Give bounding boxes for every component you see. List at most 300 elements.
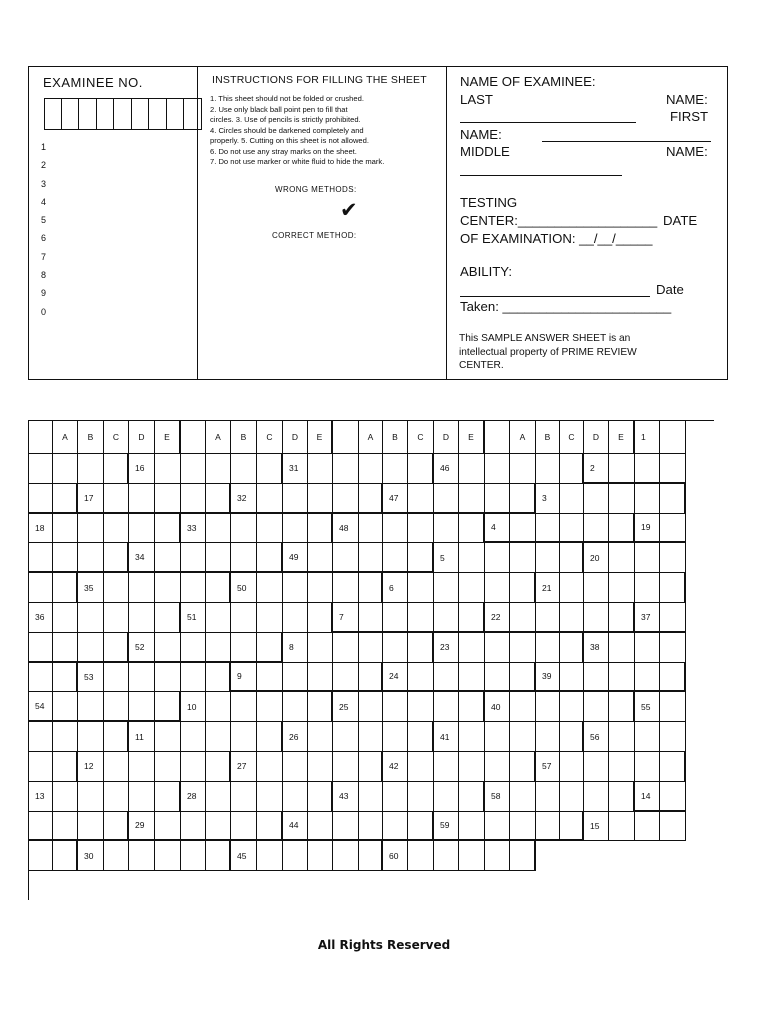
answer-bubble[interactable] bbox=[308, 543, 333, 573]
answer-bubble[interactable] bbox=[257, 692, 283, 722]
answer-bubble[interactable] bbox=[53, 633, 78, 663]
answer-bubble[interactable] bbox=[536, 633, 560, 663]
answer-bubble[interactable] bbox=[383, 633, 408, 663]
answer-bubble[interactable] bbox=[231, 722, 257, 752]
answer-bubble[interactable] bbox=[333, 841, 359, 871]
answer-bubble[interactable] bbox=[434, 484, 459, 514]
answer-bubble[interactable] bbox=[78, 603, 104, 633]
answer-bubble[interactable] bbox=[510, 603, 536, 633]
answer-bubble[interactable] bbox=[408, 692, 434, 722]
answer-bubble[interactable] bbox=[635, 752, 660, 782]
answer-bubble[interactable] bbox=[510, 663, 536, 693]
answer-bubble[interactable] bbox=[609, 722, 635, 752]
answer-bubble[interactable] bbox=[383, 692, 408, 722]
answer-bubble[interactable] bbox=[206, 782, 231, 812]
answer-bubble[interactable] bbox=[560, 543, 584, 573]
answer-bubble[interactable] bbox=[510, 752, 536, 782]
answer-bubble[interactable] bbox=[609, 484, 635, 514]
answer-bubble[interactable] bbox=[53, 573, 78, 603]
answer-bubble[interactable] bbox=[29, 573, 53, 603]
answer-bubble[interactable] bbox=[510, 812, 536, 842]
answer-bubble[interactable] bbox=[155, 782, 181, 812]
answer-bubble[interactable] bbox=[359, 514, 383, 544]
answer-bubble[interactable] bbox=[29, 633, 53, 663]
answer-bubble[interactable] bbox=[584, 663, 609, 693]
answer-bubble[interactable] bbox=[459, 722, 485, 752]
answer-bubble[interactable] bbox=[359, 722, 383, 752]
answer-bubble[interactable] bbox=[181, 633, 206, 663]
answer-bubble[interactable] bbox=[434, 782, 459, 812]
answer-bubble[interactable] bbox=[78, 633, 104, 663]
answer-bubble[interactable] bbox=[308, 603, 333, 633]
answer-bubble[interactable] bbox=[660, 782, 686, 812]
answer-bubble[interactable] bbox=[181, 841, 206, 871]
answer-bubble[interactable] bbox=[459, 454, 485, 484]
answer-bubble[interactable] bbox=[155, 543, 181, 573]
answer-bubble[interactable] bbox=[609, 812, 635, 842]
answer-bubble[interactable] bbox=[359, 573, 383, 603]
answer-bubble[interactable] bbox=[434, 841, 459, 871]
answer-bubble[interactable] bbox=[333, 812, 359, 842]
answer-bubble[interactable] bbox=[155, 663, 181, 693]
answer-bubble[interactable] bbox=[408, 454, 434, 484]
answer-bubble[interactable] bbox=[584, 752, 609, 782]
answer-bubble[interactable] bbox=[53, 663, 78, 693]
answer-bubble[interactable] bbox=[155, 633, 181, 663]
answer-bubble[interactable] bbox=[459, 603, 485, 633]
answer-bubble[interactable] bbox=[485, 573, 510, 603]
answer-bubble[interactable] bbox=[78, 782, 104, 812]
answer-bubble[interactable] bbox=[408, 543, 434, 573]
digit-box[interactable] bbox=[45, 99, 62, 129]
answer-bubble[interactable] bbox=[485, 722, 510, 752]
answer-bubble[interactable] bbox=[560, 692, 584, 722]
answer-bubble[interactable] bbox=[104, 752, 129, 782]
answer-bubble[interactable] bbox=[283, 514, 308, 544]
answer-bubble[interactable] bbox=[308, 722, 333, 752]
digit-box[interactable] bbox=[132, 99, 149, 129]
answer-bubble[interactable] bbox=[609, 514, 635, 544]
answer-bubble[interactable] bbox=[359, 543, 383, 573]
answer-bubble[interactable] bbox=[333, 663, 359, 693]
answer-bubble[interactable] bbox=[609, 633, 635, 663]
answer-bubble[interactable] bbox=[485, 454, 510, 484]
answer-bubble[interactable] bbox=[536, 812, 560, 842]
answer-bubble[interactable] bbox=[257, 752, 283, 782]
answer-bubble[interactable] bbox=[383, 812, 408, 842]
answer-bubble[interactable] bbox=[609, 692, 635, 722]
answer-bubble[interactable] bbox=[53, 454, 78, 484]
answer-bubble[interactable] bbox=[283, 752, 308, 782]
date-of-examination-field[interactable]: OF EXAMINATION: __/__/_____ bbox=[460, 231, 653, 246]
answer-bubble[interactable] bbox=[257, 514, 283, 544]
answer-bubble[interactable] bbox=[359, 752, 383, 782]
answer-bubble[interactable] bbox=[609, 782, 635, 812]
answer-bubble[interactable] bbox=[660, 752, 686, 782]
answer-bubble[interactable] bbox=[104, 454, 129, 484]
answer-bubble[interactable] bbox=[510, 782, 536, 812]
answer-bubble[interactable] bbox=[104, 663, 129, 693]
answer-bubble[interactable] bbox=[206, 722, 231, 752]
answer-bubble[interactable] bbox=[78, 722, 104, 752]
answer-bubble[interactable] bbox=[155, 692, 181, 722]
digit-box[interactable] bbox=[149, 99, 167, 129]
answer-bubble[interactable] bbox=[434, 752, 459, 782]
answer-bubble[interactable] bbox=[308, 752, 333, 782]
answer-bubble[interactable] bbox=[660, 514, 686, 544]
answer-bubble[interactable] bbox=[660, 421, 686, 454]
answer-bubble[interactable] bbox=[53, 603, 78, 633]
answer-bubble[interactable] bbox=[635, 454, 660, 484]
answer-bubble[interactable] bbox=[231, 543, 257, 573]
answer-bubble[interactable] bbox=[333, 484, 359, 514]
answer-bubble[interactable] bbox=[29, 841, 53, 871]
answer-bubble[interactable] bbox=[383, 722, 408, 752]
answer-bubble[interactable] bbox=[485, 543, 510, 573]
testing-center-field[interactable]: CENTER:___________________ bbox=[460, 213, 658, 228]
answer-bubble[interactable] bbox=[308, 454, 333, 484]
answer-bubble[interactable] bbox=[104, 722, 129, 752]
answer-bubble[interactable] bbox=[333, 573, 359, 603]
answer-bubble[interactable] bbox=[459, 841, 485, 871]
answer-bubble[interactable] bbox=[231, 454, 257, 484]
answer-bubble[interactable] bbox=[408, 663, 434, 693]
answer-bubble[interactable] bbox=[584, 692, 609, 722]
answer-bubble[interactable] bbox=[129, 603, 155, 633]
answer-bubble[interactable] bbox=[206, 692, 231, 722]
answer-bubble[interactable] bbox=[434, 573, 459, 603]
answer-bubble[interactable] bbox=[609, 752, 635, 782]
answer-bubble[interactable] bbox=[584, 603, 609, 633]
answer-bubble[interactable] bbox=[510, 722, 536, 752]
answer-bubble[interactable] bbox=[609, 573, 635, 603]
answer-bubble[interactable] bbox=[660, 543, 686, 573]
answer-bubble[interactable] bbox=[408, 603, 434, 633]
answer-bubble[interactable] bbox=[53, 812, 78, 842]
answer-bubble[interactable] bbox=[383, 514, 408, 544]
answer-bubble[interactable] bbox=[434, 692, 459, 722]
answer-bubble[interactable] bbox=[104, 484, 129, 514]
answer-bubble[interactable] bbox=[660, 633, 686, 663]
answer-bubble[interactable] bbox=[408, 573, 434, 603]
answer-bubble[interactable] bbox=[308, 812, 333, 842]
answer-bubble[interactable] bbox=[257, 543, 283, 573]
answer-bubble[interactable] bbox=[53, 692, 78, 722]
answer-bubble[interactable] bbox=[485, 663, 510, 693]
answer-bubble[interactable] bbox=[459, 692, 485, 722]
answer-bubble[interactable] bbox=[408, 514, 434, 544]
answer-bubble[interactable] bbox=[129, 663, 155, 693]
answer-bubble[interactable] bbox=[206, 514, 231, 544]
answer-bubble[interactable] bbox=[53, 782, 78, 812]
answer-bubble[interactable] bbox=[510, 573, 536, 603]
answer-bubble[interactable] bbox=[181, 812, 206, 842]
answer-bubble[interactable] bbox=[53, 841, 78, 871]
answer-bubble[interactable] bbox=[181, 663, 206, 693]
answer-bubble[interactable] bbox=[383, 543, 408, 573]
answer-bubble[interactable] bbox=[485, 484, 510, 514]
answer-bubble[interactable] bbox=[333, 722, 359, 752]
answer-bubble[interactable] bbox=[104, 603, 129, 633]
digit-box[interactable] bbox=[114, 99, 132, 129]
answer-bubble[interactable] bbox=[308, 573, 333, 603]
answer-bubble[interactable] bbox=[231, 514, 257, 544]
answer-bubble[interactable] bbox=[53, 543, 78, 573]
answer-bubble[interactable] bbox=[155, 484, 181, 514]
answer-bubble[interactable] bbox=[129, 573, 155, 603]
digit-box[interactable] bbox=[62, 99, 79, 129]
answer-bubble[interactable] bbox=[231, 633, 257, 663]
answer-bubble[interactable] bbox=[78, 514, 104, 544]
answer-bubble[interactable] bbox=[231, 603, 257, 633]
answer-bubble[interactable] bbox=[408, 841, 434, 871]
answer-bubble[interactable] bbox=[660, 484, 686, 514]
answer-bubble[interactable] bbox=[560, 603, 584, 633]
answer-bubble[interactable] bbox=[333, 454, 359, 484]
answer-bubble[interactable] bbox=[510, 543, 536, 573]
first-name-field[interactable] bbox=[542, 141, 711, 142]
answer-bubble[interactable] bbox=[560, 454, 584, 484]
answer-bubble[interactable] bbox=[560, 484, 584, 514]
answer-bubble[interactable] bbox=[283, 692, 308, 722]
answer-bubble[interactable] bbox=[660, 603, 686, 633]
answer-bubble[interactable] bbox=[434, 663, 459, 693]
answer-bubble[interactable] bbox=[408, 484, 434, 514]
answer-bubble[interactable] bbox=[206, 484, 231, 514]
answer-bubble[interactable] bbox=[129, 692, 155, 722]
digit-box[interactable] bbox=[97, 99, 114, 129]
answer-bubble[interactable] bbox=[660, 454, 686, 484]
answer-bubble[interactable] bbox=[609, 454, 635, 484]
answer-bubble[interactable] bbox=[129, 782, 155, 812]
answer-bubble[interactable] bbox=[231, 692, 257, 722]
last-name-field[interactable] bbox=[460, 122, 636, 123]
answer-bubble[interactable] bbox=[155, 603, 181, 633]
answer-bubble[interactable] bbox=[155, 752, 181, 782]
digit-box[interactable] bbox=[167, 99, 184, 129]
date-taken-field[interactable]: Taken: _______________________ bbox=[460, 299, 672, 314]
answer-bubble[interactable] bbox=[333, 752, 359, 782]
answer-bubble[interactable] bbox=[660, 663, 686, 693]
answer-bubble[interactable] bbox=[359, 692, 383, 722]
answer-bubble[interactable] bbox=[129, 841, 155, 871]
answer-bubble[interactable] bbox=[560, 663, 584, 693]
answer-bubble[interactable] bbox=[104, 692, 129, 722]
answer-bubble[interactable] bbox=[485, 752, 510, 782]
answer-bubble[interactable] bbox=[485, 633, 510, 663]
answer-bubble[interactable] bbox=[283, 573, 308, 603]
answer-bubble[interactable] bbox=[129, 752, 155, 782]
answer-bubble[interactable] bbox=[635, 484, 660, 514]
answer-bubble[interactable] bbox=[206, 454, 231, 484]
answer-bubble[interactable] bbox=[459, 663, 485, 693]
answer-bubble[interactable] bbox=[257, 812, 283, 842]
answer-bubble[interactable] bbox=[104, 514, 129, 544]
answer-bubble[interactable] bbox=[29, 454, 53, 484]
answer-bubble[interactable] bbox=[231, 782, 257, 812]
answer-bubble[interactable] bbox=[104, 812, 129, 842]
answer-bubble[interactable] bbox=[510, 841, 536, 871]
answer-bubble[interactable] bbox=[308, 841, 333, 871]
answer-bubble[interactable] bbox=[308, 484, 333, 514]
answer-bubble[interactable] bbox=[78, 543, 104, 573]
answer-bubble[interactable] bbox=[510, 514, 536, 544]
answer-bubble[interactable] bbox=[283, 603, 308, 633]
answer-bubble[interactable] bbox=[459, 484, 485, 514]
answer-bubble[interactable] bbox=[359, 603, 383, 633]
answer-bubble[interactable] bbox=[536, 543, 560, 573]
answer-bubble[interactable] bbox=[408, 812, 434, 842]
answer-bubble[interactable] bbox=[257, 663, 283, 693]
answer-bubble[interactable] bbox=[206, 543, 231, 573]
answer-bubble[interactable] bbox=[78, 454, 104, 484]
answer-bubble[interactable] bbox=[257, 841, 283, 871]
answer-bubble[interactable] bbox=[359, 484, 383, 514]
answer-bubble[interactable] bbox=[584, 484, 609, 514]
answer-bubble[interactable] bbox=[257, 573, 283, 603]
answer-bubble[interactable] bbox=[359, 633, 383, 663]
answer-bubble[interactable] bbox=[333, 633, 359, 663]
answer-bubble[interactable] bbox=[660, 573, 686, 603]
answer-bubble[interactable] bbox=[408, 633, 434, 663]
answer-bubble[interactable] bbox=[459, 573, 485, 603]
answer-bubble[interactable] bbox=[308, 633, 333, 663]
answer-bubble[interactable] bbox=[308, 782, 333, 812]
answer-bubble[interactable] bbox=[53, 752, 78, 782]
answer-bubble[interactable] bbox=[635, 663, 660, 693]
answer-bubble[interactable] bbox=[206, 841, 231, 871]
answer-bubble[interactable] bbox=[129, 514, 155, 544]
answer-bubble[interactable] bbox=[308, 692, 333, 722]
answer-bubble[interactable] bbox=[181, 454, 206, 484]
answer-bubble[interactable] bbox=[536, 722, 560, 752]
answer-bubble[interactable] bbox=[635, 573, 660, 603]
answer-bubble[interactable] bbox=[206, 663, 231, 693]
middle-name-field[interactable] bbox=[460, 175, 622, 176]
ability-field[interactable] bbox=[460, 296, 650, 297]
answer-bubble[interactable] bbox=[408, 722, 434, 752]
answer-bubble[interactable] bbox=[257, 722, 283, 752]
answer-bubble[interactable] bbox=[257, 603, 283, 633]
answer-bubble[interactable] bbox=[536, 692, 560, 722]
answer-bubble[interactable] bbox=[257, 782, 283, 812]
answer-bubble[interactable] bbox=[635, 722, 660, 752]
answer-bubble[interactable] bbox=[434, 514, 459, 544]
answer-bubble[interactable] bbox=[510, 633, 536, 663]
answer-bubble[interactable] bbox=[536, 514, 560, 544]
answer-bubble[interactable] bbox=[383, 454, 408, 484]
answer-bubble[interactable] bbox=[206, 573, 231, 603]
answer-bubble[interactable] bbox=[609, 543, 635, 573]
answer-bubble[interactable] bbox=[29, 663, 53, 693]
answer-bubble[interactable] bbox=[560, 514, 584, 544]
answer-bubble[interactable] bbox=[408, 782, 434, 812]
answer-bubble[interactable] bbox=[29, 752, 53, 782]
answer-bubble[interactable] bbox=[485, 812, 510, 842]
answer-bubble[interactable] bbox=[359, 812, 383, 842]
answer-bubble[interactable] bbox=[155, 841, 181, 871]
answer-bubble[interactable] bbox=[53, 514, 78, 544]
answer-bubble[interactable] bbox=[104, 573, 129, 603]
digit-box[interactable] bbox=[184, 99, 202, 129]
answer-bubble[interactable] bbox=[660, 812, 686, 842]
answer-bubble[interactable] bbox=[510, 484, 536, 514]
answer-bubble[interactable] bbox=[181, 484, 206, 514]
answer-bubble[interactable] bbox=[635, 543, 660, 573]
answer-bubble[interactable] bbox=[359, 841, 383, 871]
answer-bubble[interactable] bbox=[408, 752, 434, 782]
answer-bubble[interactable] bbox=[181, 722, 206, 752]
answer-bubble[interactable] bbox=[181, 752, 206, 782]
answer-bubble[interactable] bbox=[383, 603, 408, 633]
answer-bubble[interactable] bbox=[257, 484, 283, 514]
answer-bubble[interactable] bbox=[359, 663, 383, 693]
answer-bubble[interactable] bbox=[104, 543, 129, 573]
answer-bubble[interactable] bbox=[584, 514, 609, 544]
answer-bubble[interactable] bbox=[155, 722, 181, 752]
answer-bubble[interactable] bbox=[560, 573, 584, 603]
answer-bubble[interactable] bbox=[459, 543, 485, 573]
answer-bubble[interactable] bbox=[181, 543, 206, 573]
answer-bubble[interactable] bbox=[206, 603, 231, 633]
answer-bubble[interactable] bbox=[536, 782, 560, 812]
answer-bubble[interactable] bbox=[383, 782, 408, 812]
answer-bubble[interactable] bbox=[459, 514, 485, 544]
answer-bubble[interactable] bbox=[29, 543, 53, 573]
answer-bubble[interactable] bbox=[560, 722, 584, 752]
answer-bubble[interactable] bbox=[459, 633, 485, 663]
answer-bubble[interactable] bbox=[485, 841, 510, 871]
answer-bubble[interactable] bbox=[635, 812, 660, 842]
answer-bubble[interactable] bbox=[53, 722, 78, 752]
answer-bubble[interactable] bbox=[257, 454, 283, 484]
answer-bubble[interactable] bbox=[609, 603, 635, 633]
answer-bubble[interactable] bbox=[283, 841, 308, 871]
answer-bubble[interactable] bbox=[206, 633, 231, 663]
answer-bubble[interactable] bbox=[459, 752, 485, 782]
answer-bubble[interactable] bbox=[29, 484, 53, 514]
answer-bubble[interactable] bbox=[104, 841, 129, 871]
answer-bubble[interactable] bbox=[181, 573, 206, 603]
answer-bubble[interactable] bbox=[78, 812, 104, 842]
answer-bubble[interactable] bbox=[155, 573, 181, 603]
answer-bubble[interactable] bbox=[560, 752, 584, 782]
answer-bubble[interactable] bbox=[283, 782, 308, 812]
answer-bubble[interactable] bbox=[660, 722, 686, 752]
answer-bubble[interactable] bbox=[459, 782, 485, 812]
answer-bubble[interactable] bbox=[129, 484, 155, 514]
answer-bubble[interactable] bbox=[359, 454, 383, 484]
answer-bubble[interactable] bbox=[560, 812, 584, 842]
answer-bubble[interactable] bbox=[560, 782, 584, 812]
answer-bubble[interactable] bbox=[359, 782, 383, 812]
answer-bubble[interactable] bbox=[155, 812, 181, 842]
answer-bubble[interactable] bbox=[29, 812, 53, 842]
answer-bubble[interactable] bbox=[283, 484, 308, 514]
answer-bubble[interactable] bbox=[206, 812, 231, 842]
answer-bubble[interactable] bbox=[635, 633, 660, 663]
answer-bubble[interactable] bbox=[536, 454, 560, 484]
answer-bubble[interactable] bbox=[231, 812, 257, 842]
answer-bubble[interactable] bbox=[155, 514, 181, 544]
answer-bubble[interactable] bbox=[510, 454, 536, 484]
answer-bubble[interactable] bbox=[536, 603, 560, 633]
answer-bubble[interactable] bbox=[29, 722, 53, 752]
answer-bubble[interactable] bbox=[53, 484, 78, 514]
answer-bubble[interactable] bbox=[609, 663, 635, 693]
answer-bubble[interactable] bbox=[104, 633, 129, 663]
answer-bubble[interactable] bbox=[308, 514, 333, 544]
